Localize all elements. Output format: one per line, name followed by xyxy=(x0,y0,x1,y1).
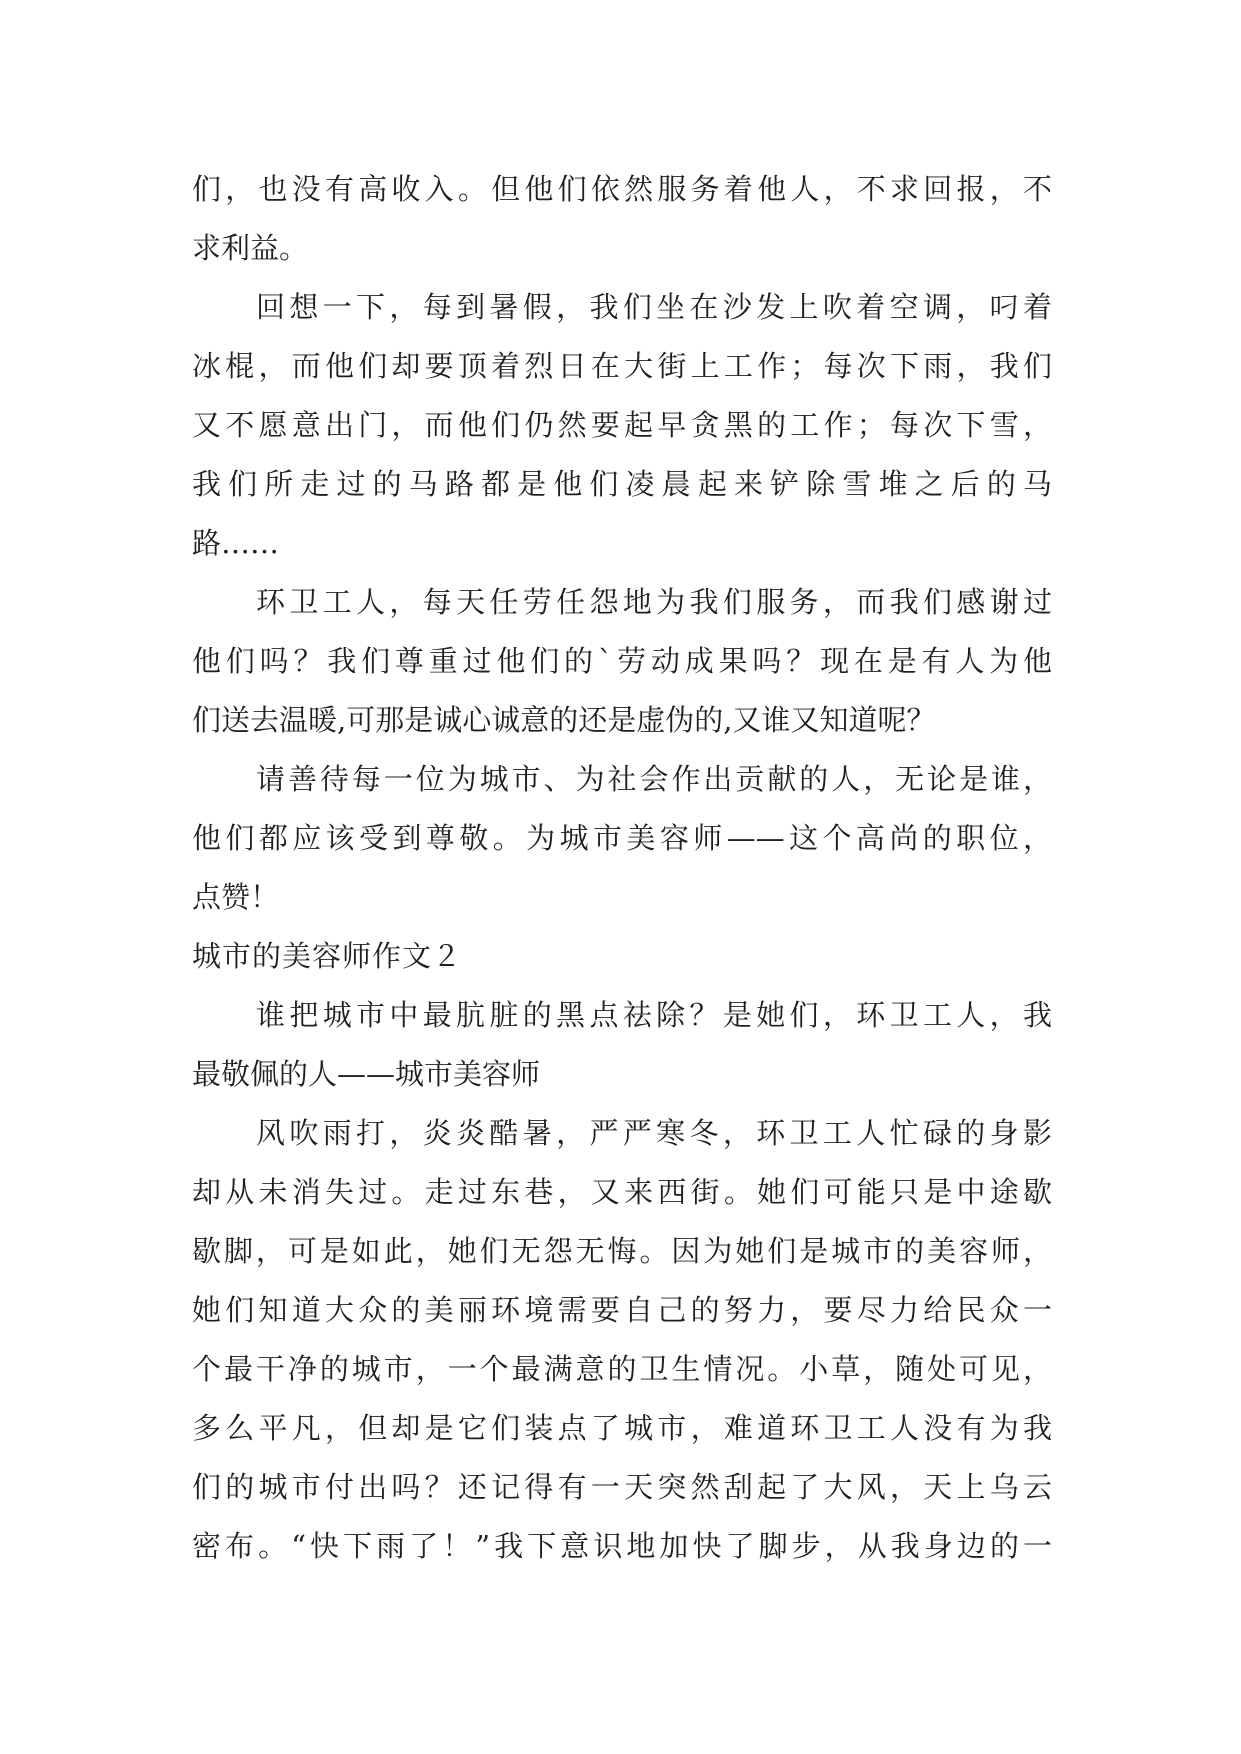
text-line: 她们知道大众的美丽环境需要自己的努力，要尽力给民众一 xyxy=(192,1293,1052,1327)
text-line: 风吹雨打，炎炎酷暑，严严寒冬，环卫工人忙碌的身影 xyxy=(256,1116,1052,1150)
text-line: 们送去温暖,可那是诚心诚意的还是虚伪的,又谁又知道呢？ xyxy=(192,703,936,737)
text-line: 们的城市付出吗？还记得有一天突然刮起了大风，天上乌云 xyxy=(192,1470,1052,1504)
text-line: 路…… xyxy=(192,526,280,560)
text-line: 又不愿意出门，而他们仍然要起早贪黑的工作；每次下雪， xyxy=(192,408,1052,442)
text-line: 冰棍，而他们却要顶着烈日在大街上工作；每次下雨，我们 xyxy=(192,349,1052,383)
text-line: 个最干净的城市，一个最满意的卫生情况。小草，随处可见， xyxy=(192,1352,1052,1386)
text-line: 他们都应该受到尊敬。为城市美容师——这个高尚的职位， xyxy=(192,821,1052,855)
text-line: 环卫工人，每天任劳任怨地为我们服务，而我们感谢过 xyxy=(256,585,1052,619)
section-title: 城市的美容师作文２ xyxy=(192,939,463,973)
text-line: 却从未消失过。走过东巷，又来西街。她们可能只是中途歇 xyxy=(192,1175,1052,1209)
text-line: 密布。“快下雨了！”我下意识地加快了脚步，从我身边的一 xyxy=(192,1529,1052,1563)
text-line: 回想一下，每到暑假，我们坐在沙发上吹着空调，叼着 xyxy=(256,290,1052,324)
text-line: 多么平凡，但却是它们装点了城市，难道环卫工人没有为我 xyxy=(192,1411,1052,1445)
document-body xyxy=(192,160,1052,1576)
text-line: 们，也没有高收入。但他们依然服务着他人，不求回报，不 xyxy=(192,172,1052,206)
text-line: 请善待每一位为城市、为社会作出贡献的人，无论是谁， xyxy=(256,762,1052,796)
text-line: 他们吗？我们尊重过他们的`劳动成果吗？现在是有人为他 xyxy=(192,644,1052,678)
text-line: 谁把城市中最肮脏的黑点祛除？是她们，环卫工人，我 xyxy=(256,998,1052,1032)
text-line: 最敬佩的人——城市美容师 xyxy=(192,1057,541,1091)
text-line: 点赞！ xyxy=(192,880,280,914)
text-line: 歇脚，可是如此，她们无怨无悔。因为她们是城市的美容师， xyxy=(192,1234,1052,1268)
text-line: 我们所走过的马路都是他们凌晨起来铲除雪堆之后的马 xyxy=(192,467,1052,501)
text-line: 求利益。 xyxy=(192,231,309,265)
